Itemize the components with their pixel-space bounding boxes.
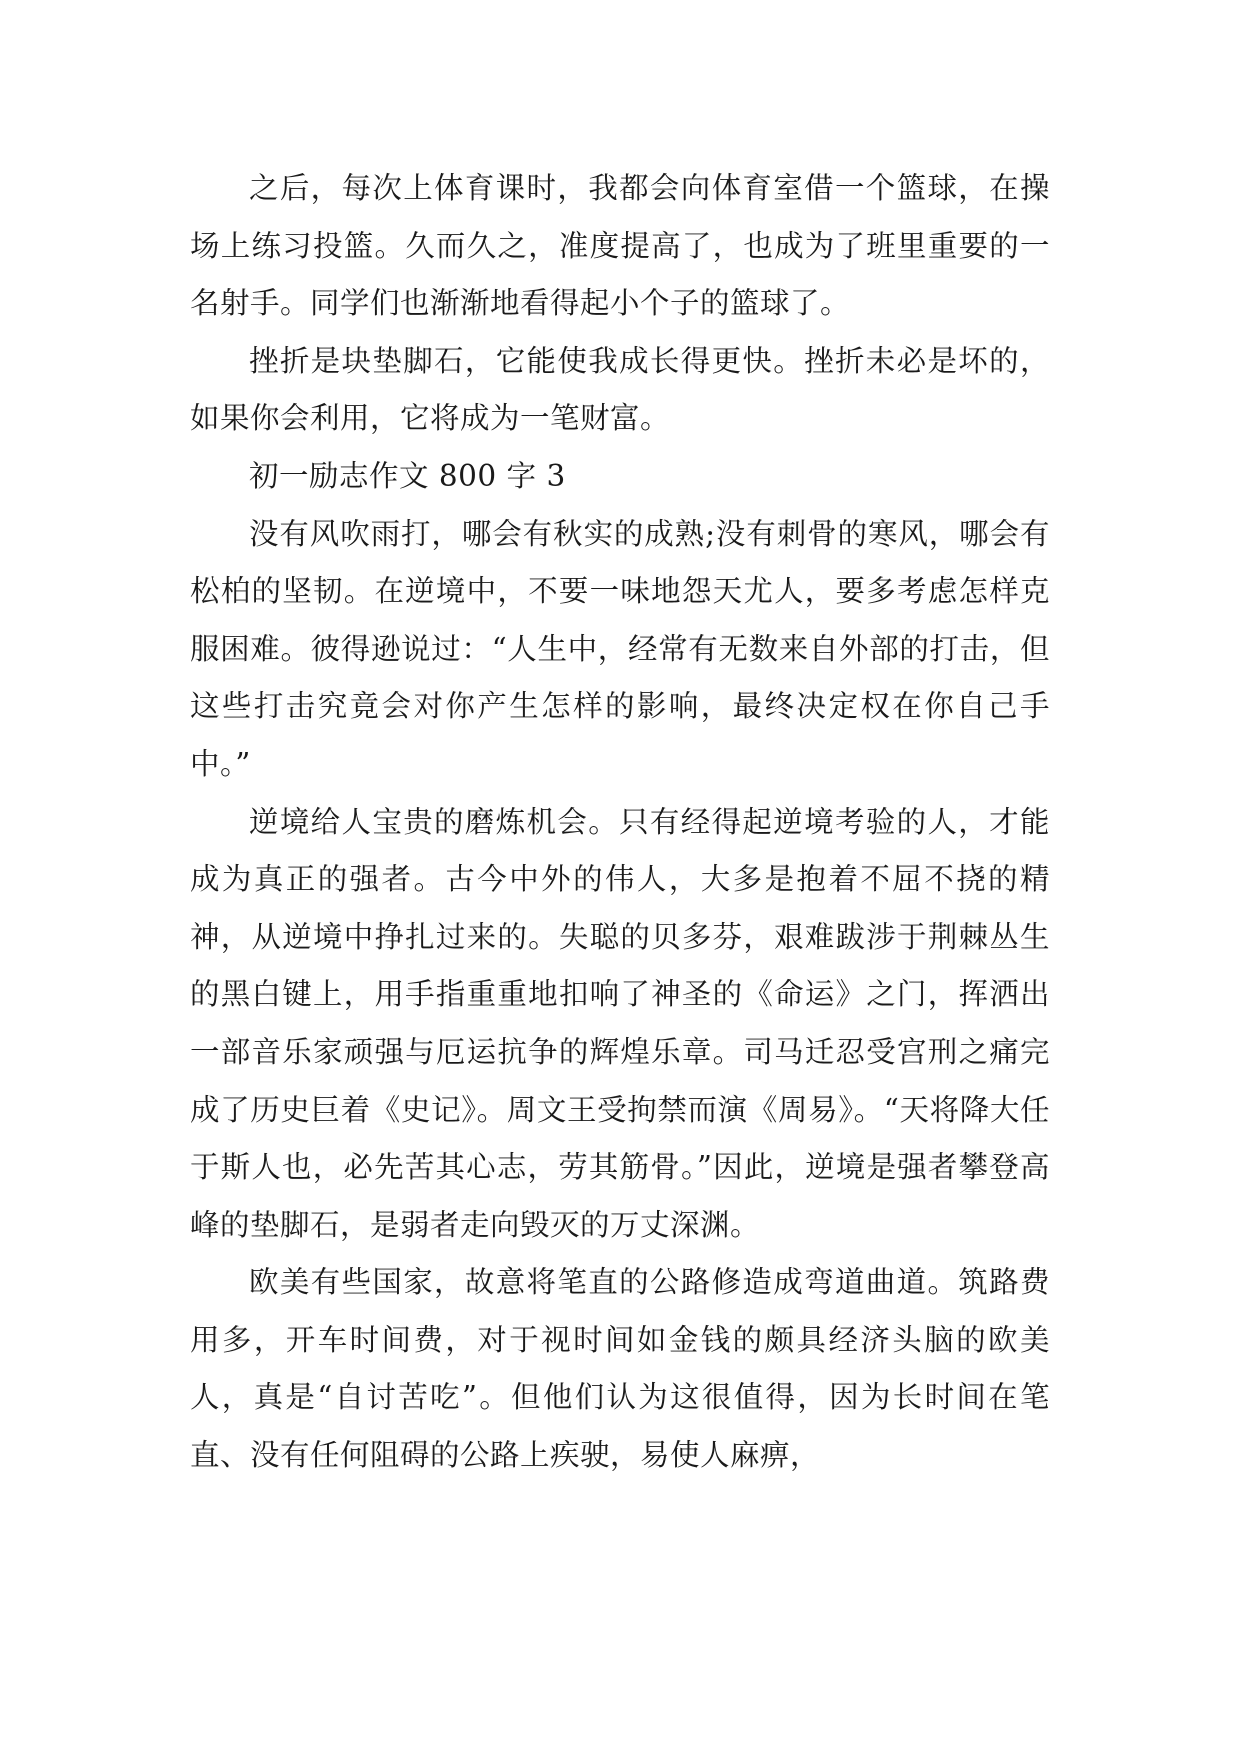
paragraph: 逆境给人宝贵的磨炼机会。只有经得起逆境考验的人，才能成为真正的强者。古今中外的伟人，大多是抱着不屈不挠的精神，从逆境中挣扎过来的。失聪的贝多芬，艰难跋涉于荆棘丛生的黑白键上，用手指重重地扣响了神圣的《命运》之门，挥洒出一部音乐家顽强与厄运抗争的辉煌乐章。司马迁忍受宫刑之痛完成了历史巨着《史记》。周文王受拘禁而演《周易》。“天将降大任于斯人也，必先苦其心志，劳其筋骨。”因此，逆境是强者攀登高峰的垫脚石，是弱者走向毁灭的万丈深渊。 bbox=[190, 804, 1050, 1242]
paragraph: 欧美有些国家，故意将笔直的公路修造成弯道曲道。筑路费用多，开车时间费，对于视时间如金钱的颇具经济头脑的欧美人，真是“自讨苦吃”。但他们认为这很值得，因为长时间在笔直、没有任何阻碍的公路上疾驶，易使人麻痹， bbox=[190, 1265, 1050, 1473]
paragraph: 没有风吹雨打，哪会有秋实的成熟;没有刺骨的寒风，哪会有松柏的坚韧。在逆境中，不要一味地怨天尤人，要多考虑怎样克服困难。彼得逊说过：“人生中，经常有无数来自外部的打击，但这些打击究竟会对你产生怎样的影响，最终决定权在你自己手中。” bbox=[190, 516, 1050, 781]
paragraph: 挫折是块垫脚石，它能使我成长得更快。挫折未必是坏的，如果你会利用，它将成为一笔财富。 bbox=[190, 343, 1050, 436]
paragraph: 之后，每次上体育课时，我都会向体育室借一个篮球，在操场上练习投篮。久而久之，准度提高了，也成为了班里重要的一名射手。同学们也渐渐地看得起小个子的篮球了。 bbox=[190, 171, 1050, 321]
article-body bbox=[190, 160, 1050, 1485]
section-heading: 初一励志作文 800 字 3 bbox=[249, 458, 566, 493]
